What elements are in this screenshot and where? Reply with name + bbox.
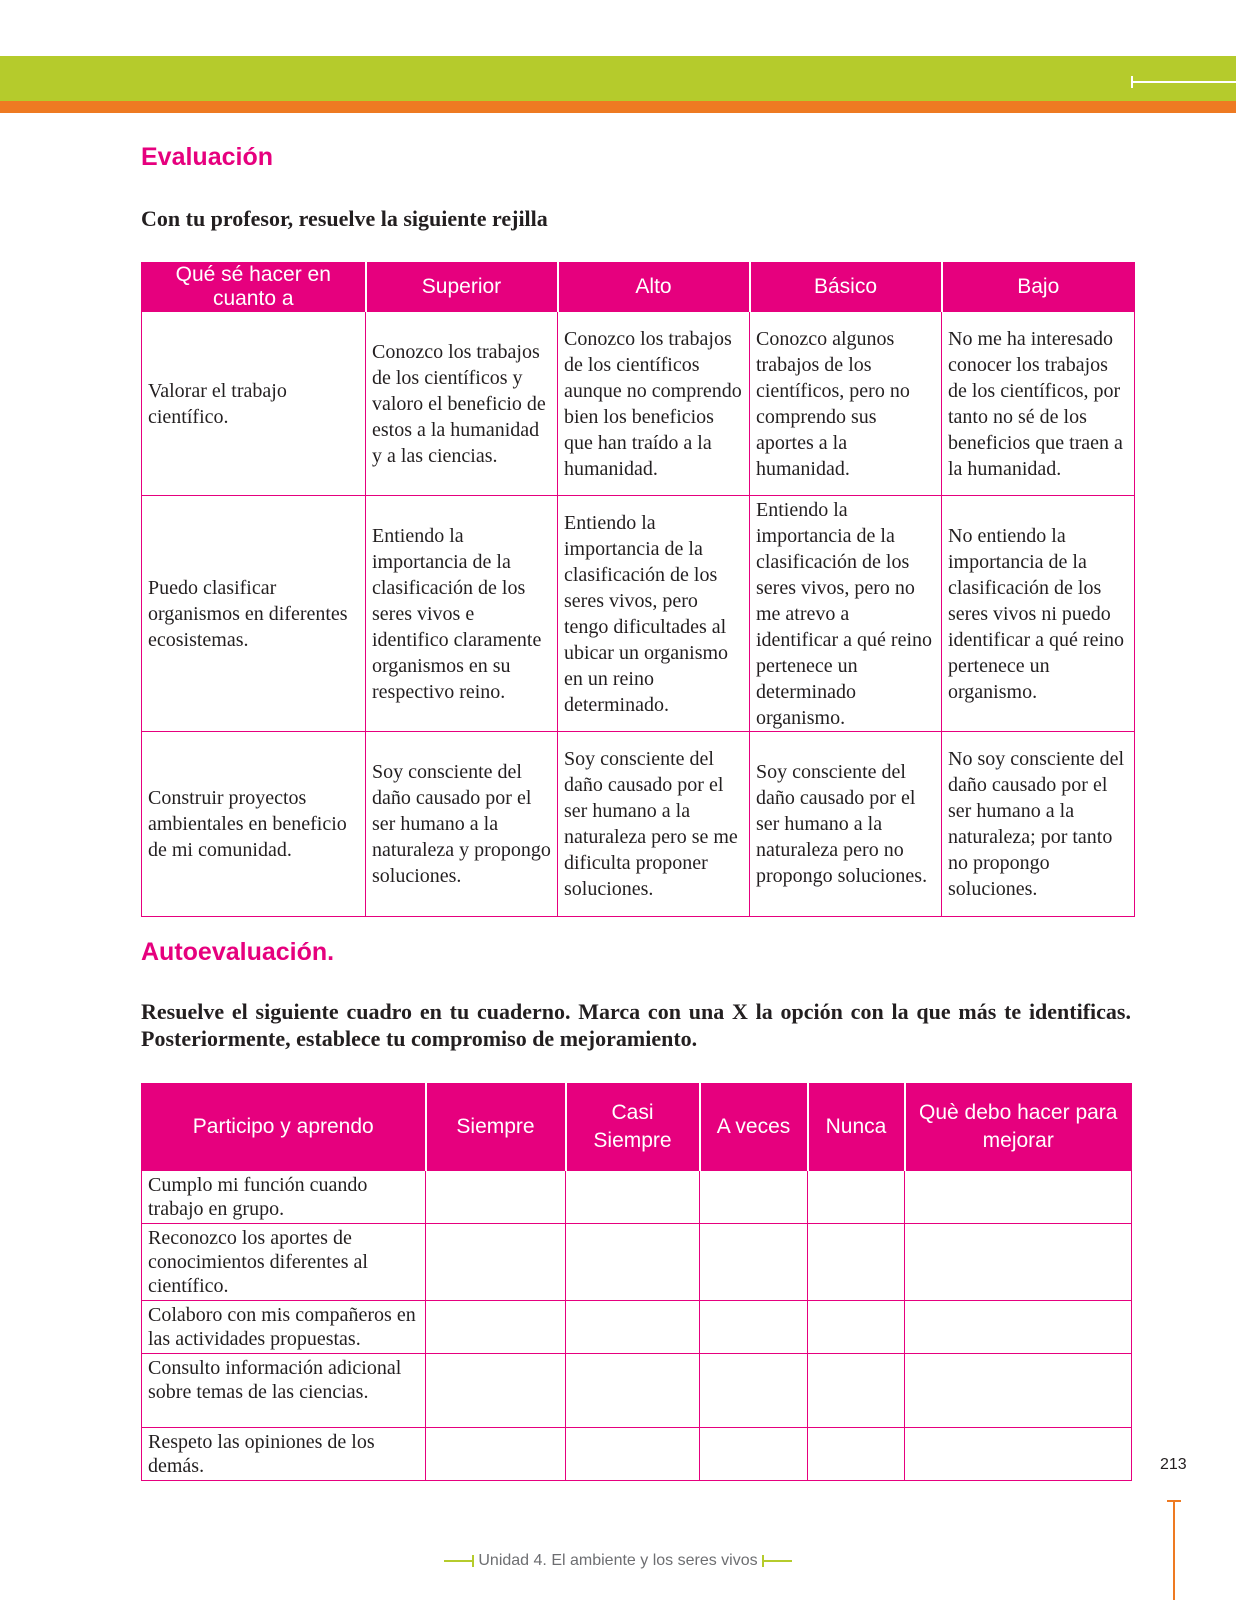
table-row	[142, 732, 1135, 917]
rubric-cell: Conozco los trabajos de los científicos y valoro el beneficio de estos a la humanidad y a las ciencias.	[366, 312, 558, 496]
evaluation-rubric-table	[141, 262, 1135, 917]
column-header: Bajo	[942, 263, 1135, 312]
answer-cell-a-veces[interactable]	[700, 1428, 808, 1481]
rubric-cell: Entiendo la importancia de la clasificación de los seres vivos, pero tengo dificultades al ubicar un organismo en un reino determinado.	[558, 496, 750, 732]
answer-cell-casi-siempre[interactable]	[566, 1224, 700, 1301]
statement-cell: Reconozco los aportes de conocimientos diferentes al científico.	[142, 1224, 426, 1301]
rubric-cell: Conozco los trabajos de los científicos aunque no comprendo bien los beneficios que han traído a la humanidad.	[558, 312, 750, 496]
footer-left-ornament	[444, 1560, 474, 1562]
autoevaluacion-heading: Autoevaluación.	[141, 938, 335, 966]
answer-cell-nunca[interactable]	[808, 1171, 905, 1224]
answer-cell-nunca[interactable]	[808, 1301, 905, 1354]
header-orange-band	[0, 101, 1236, 113]
autoevaluacion-instruction: Resuelve el siguiente cuadro en tu cuaderno. Marca con una X la opción con la que más te identificas. Posteriormente, establece tu compromiso de mejoramiento.	[141, 999, 1131, 1051]
rubric-cell: Entiendo la importancia de la clasificación de los seres vivos, pero no me atrevo a identificar a qué reino pertenece un determinado organismo.	[750, 496, 942, 732]
evaluacion-heading: Evaluación	[141, 143, 273, 171]
table-row	[142, 1171, 1132, 1224]
rubric-cell: No me ha interesado conocer los trabajos de los científicos, por tanto no sé de los beneficios que traen a la humanidad.	[942, 312, 1135, 496]
rubric-cell: No entiendo la importancia de la clasificación de los seres vivos ni puedo identificar a qué reino pertenece un organismo.	[942, 496, 1135, 732]
column-header: Nunca	[808, 1084, 905, 1171]
table-header-row	[142, 1084, 1132, 1171]
answer-cell-a-veces[interactable]	[700, 1354, 808, 1428]
statement-cell: Consulto información adicional sobre temas de las ciencias.	[142, 1354, 426, 1428]
statement-cell: Colaboro con mis compañeros en las actividades propuestas.	[142, 1301, 426, 1354]
rubric-cell: Soy consciente del daño causado por el ser humano a la naturaleza y propongo soluciones.	[366, 732, 558, 917]
statement-cell: Cumplo mi función cuando trabajo en grupo.	[142, 1171, 426, 1224]
improvement-cell[interactable]	[905, 1171, 1132, 1224]
answer-cell-casi-siempre[interactable]	[566, 1171, 700, 1224]
column-header: Básico	[750, 263, 942, 312]
rubric-cell: No soy consciente del daño causado por el ser humano a la naturaleza; por tanto no propongo soluciones.	[942, 732, 1135, 917]
answer-cell-nunca[interactable]	[808, 1354, 905, 1428]
criterion-cell: Puedo clasificar organismos en diferentes ecosistemas.	[142, 496, 366, 732]
footer-unit-label: Unidad 4.	[478, 1552, 547, 1569]
footer-unit-title: El ambiente y los seres vivos	[551, 1552, 758, 1569]
rubric-cell: Soy consciente del daño causado por el ser humano a la naturaleza pero no propongo soluciones.	[750, 732, 942, 917]
rubric-cell: Soy consciente del daño causado por el ser humano a la naturaleza pero se me dificulta proponer soluciones.	[558, 732, 750, 917]
column-header: Casi Siempre	[566, 1084, 700, 1171]
answer-cell-siempre[interactable]	[426, 1301, 566, 1354]
evaluacion-instruction: Con tu profesor, resuelve la siguiente rejilla	[141, 206, 548, 231]
answer-cell-nunca[interactable]	[808, 1224, 905, 1301]
column-header: Alto	[558, 263, 750, 312]
answer-cell-casi-siempre[interactable]	[566, 1301, 700, 1354]
answer-cell-nunca[interactable]	[808, 1428, 905, 1481]
criterion-cell: Valorar el trabajo científico.	[142, 312, 366, 496]
improvement-cell[interactable]	[905, 1354, 1132, 1428]
answer-cell-siempre[interactable]	[426, 1428, 566, 1481]
column-header: Siempre	[426, 1084, 566, 1171]
table-row	[142, 1354, 1132, 1428]
answer-cell-a-veces[interactable]	[700, 1224, 808, 1301]
table-row	[142, 1224, 1132, 1301]
table-row	[142, 1428, 1132, 1481]
column-header: Superior	[366, 263, 558, 312]
statement-cell: Respeto las opiniones de los demás.	[142, 1428, 426, 1481]
answer-cell-casi-siempre[interactable]	[566, 1354, 700, 1428]
improvement-cell[interactable]	[905, 1224, 1132, 1301]
answer-cell-siempre[interactable]	[426, 1354, 566, 1428]
improvement-cell[interactable]	[905, 1428, 1132, 1481]
page-footer	[0, 1552, 1236, 1570]
header-decorative-line	[1132, 81, 1236, 83]
answer-cell-siempre[interactable]	[426, 1171, 566, 1224]
table-row	[142, 312, 1135, 496]
rubric-cell: Conozco algunos trabajos de los científicos, pero no comprendo sus aportes a la humanidad.	[750, 312, 942, 496]
margin-decorative-line	[1173, 1500, 1175, 1600]
answer-cell-a-veces[interactable]	[700, 1301, 808, 1354]
table-row	[142, 1301, 1132, 1354]
column-header: A veces	[700, 1084, 808, 1171]
rubric-cell: Entiendo la importancia de la clasificación de los seres vivos e identifico claramente organismos en su respectivo reino.	[366, 496, 558, 732]
page-number: 213	[1160, 1456, 1187, 1473]
column-header: Qué sé hacer en cuanto a	[142, 263, 366, 312]
criterion-cell: Construir proyectos ambientales en beneficio de mi comunidad.	[142, 732, 366, 917]
table-header-row	[142, 263, 1135, 312]
table-row	[142, 496, 1135, 732]
answer-cell-a-veces[interactable]	[700, 1171, 808, 1224]
column-header: Participo y aprendo	[142, 1084, 426, 1171]
answer-cell-siempre[interactable]	[426, 1224, 566, 1301]
column-header: Què debo hacer para mejorar	[905, 1084, 1132, 1171]
improvement-cell[interactable]	[905, 1301, 1132, 1354]
header-green-band	[0, 56, 1236, 102]
answer-cell-casi-siempre[interactable]	[566, 1428, 700, 1481]
self-assessment-table	[141, 1083, 1132, 1481]
footer-right-ornament	[762, 1560, 792, 1562]
